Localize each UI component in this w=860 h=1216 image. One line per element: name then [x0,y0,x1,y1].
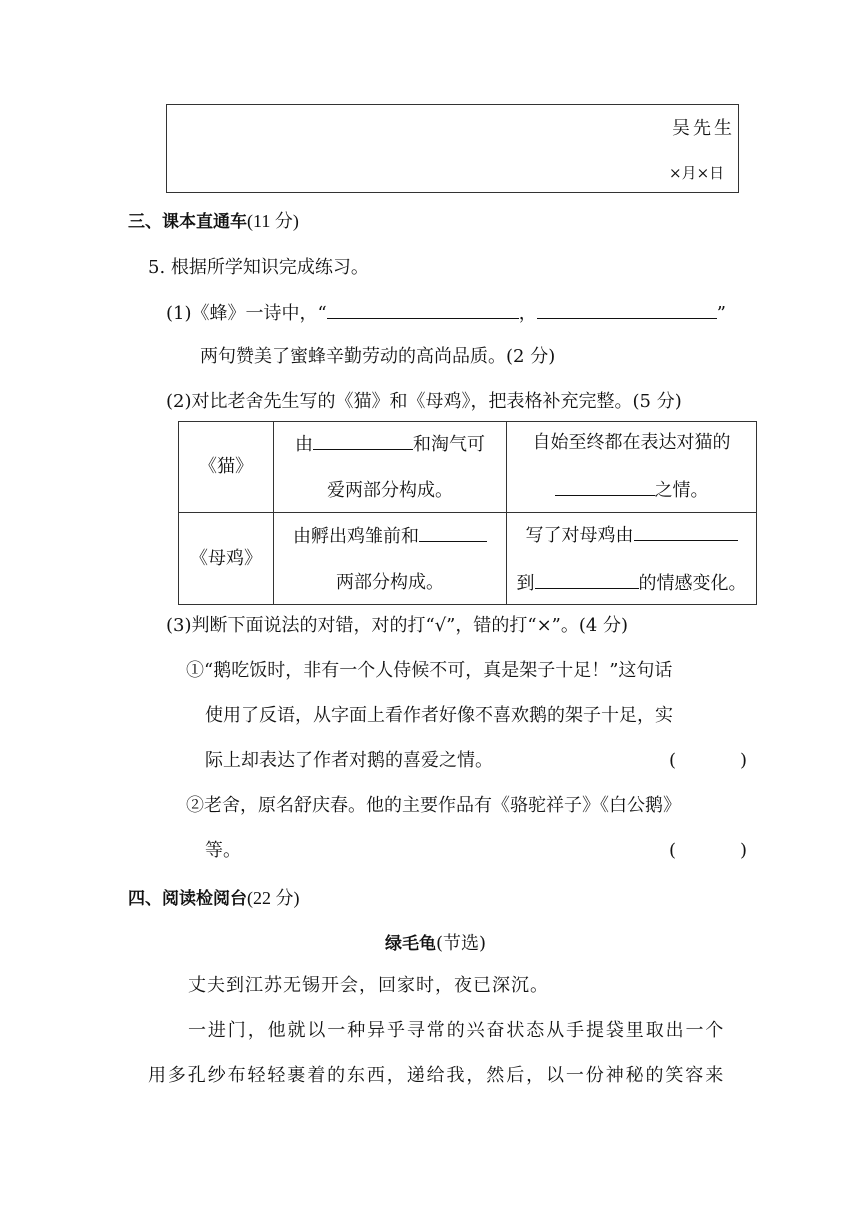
answer-blank[interactable] [537,300,717,319]
table-cell: 写了对母鸡由 到 的情感变化。 [507,513,757,605]
answer-blank[interactable] [535,570,639,589]
answer-blank[interactable] [634,522,738,541]
table-cell: 由孵出鸡雏前和 两部分构成。 [274,513,507,605]
question-5-stem: 5. 根据所学知识完成练习。 [148,257,369,278]
judge-item-2-line2: 等。 [205,840,241,861]
letter-box [166,104,739,193]
answer-blank[interactable] [313,431,413,450]
question-5-3: (3)判断下面说法的对错，对的打“√”，错的打“×”。(4 分) [166,615,629,636]
answer-blank[interactable] [327,300,519,319]
passage-paragraph-2-line2: 用多孔纱布轻轻裹着的东西，递给我，然后，以一份神秘的笑容来 [148,1065,726,1086]
letter-date: ×月×日 [669,164,725,182]
answer-blank[interactable] [555,477,655,496]
judge-item-2-line1: ②老舍，原名舒庆春。他的主要作品有《骆驼祥子》《白公鹅》 [186,795,681,816]
table-cell-title: 《猫》 [179,422,274,513]
question-5-1-line2: 两句赞美了蜜蜂辛勤劳动的高尚品质。(2 分) [200,346,556,367]
judge-item-1-line1: ①“鹅吃饭时，非有一个人侍候不可，真是架子十足！”这句话 [186,660,673,681]
passage-paragraph-1: 丈夫到江苏无锡开会，回家时，夜已深沉。 [188,975,549,996]
section-3-heading: 三、课本直通车(11 分) [128,211,299,232]
answer-parentheses[interactable]: ( ) [669,840,748,861]
answer-parentheses[interactable]: ( ) [669,750,748,771]
table-cell-title: 《母鸡》 [179,513,274,605]
section-4-heading: 四、阅读检阅台(22 分) [128,888,300,909]
letter-signature: 吴先生 [672,118,735,139]
passage-paragraph-2-line1: 一进门，他就以一种异乎寻常的兴奋状态从手提袋里取出一个 [188,1020,726,1041]
passage-title: 绿毛龟(节选) [385,933,487,954]
table-cell: 由 和淘气可 爱两部分构成。 [274,422,507,513]
table-row [179,422,757,513]
judge-item-1-line2: 使用了反语，从字面上看作者好像不喜欢鹅的架子十足，实 [205,705,673,726]
answer-blank[interactable] [419,523,487,542]
table-row [179,513,757,605]
comparison-table [178,421,757,605]
question-5-2: (2)对比老舍先生写的《猫》和《母鸡》，把表格补充完整。(5 分) [166,391,682,412]
question-5-1: (1)《蜂》一诗中，“ ， ” [166,300,726,326]
judge-item-1-line3: 际上却表达了作者对鹅的喜爱之情。 [205,750,493,771]
table-cell: 自始至终都在表达对猫的 之情。 [507,422,757,513]
